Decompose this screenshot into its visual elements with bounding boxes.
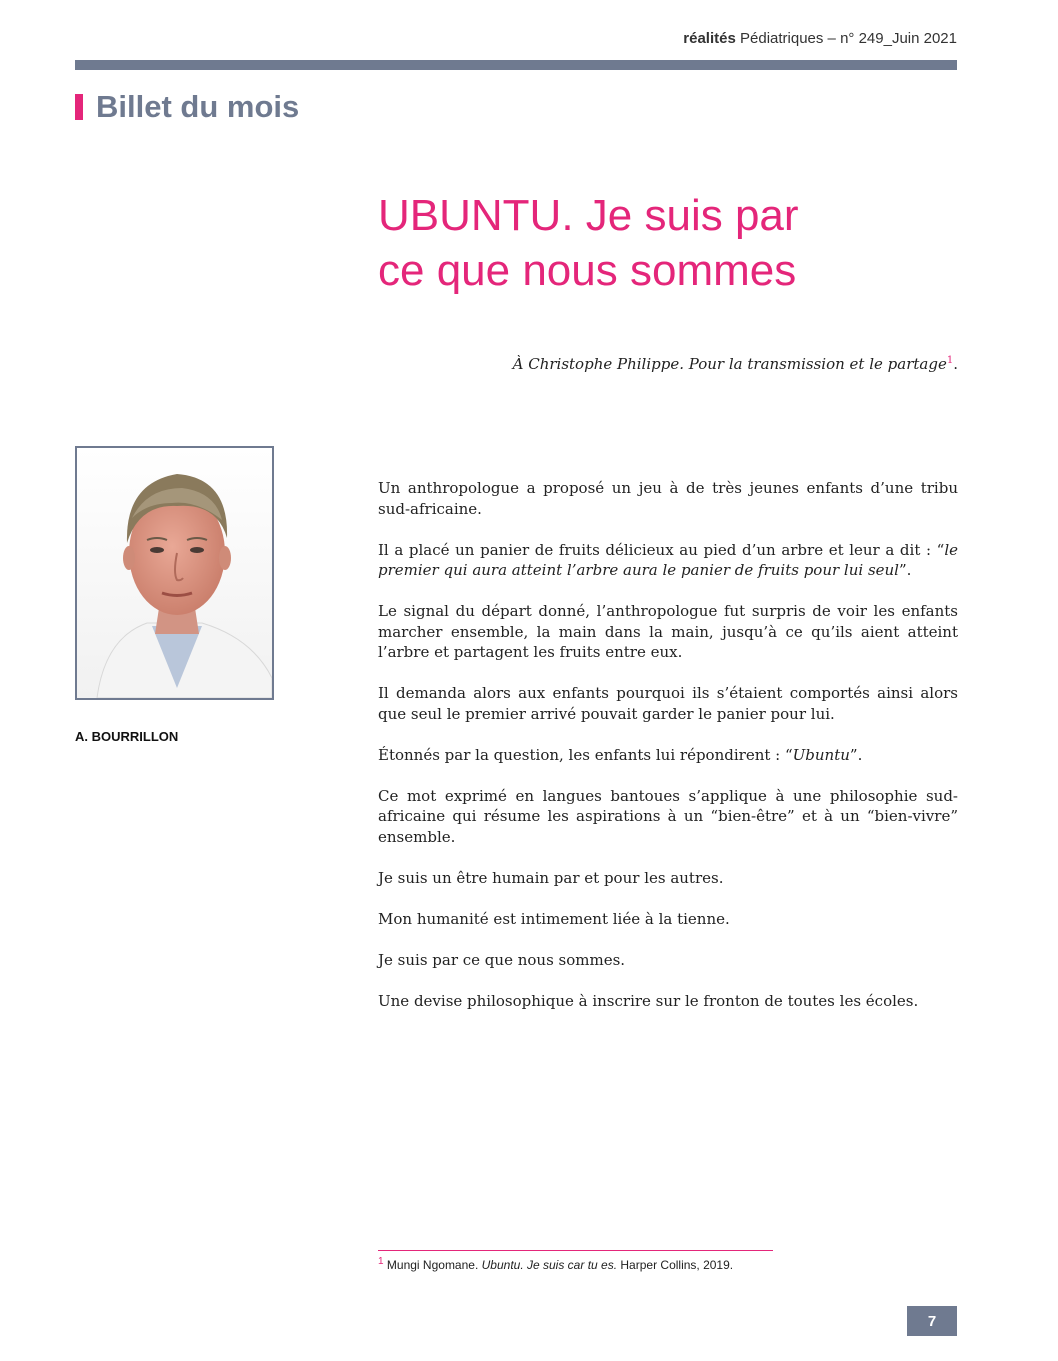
paragraph-6: Ce mot exprimé en langues bantoues s’applique à une philosophie sud-africaine qui résume les aspirations à un “bien-être” et à un “bien-vivre” ensemble.: [378, 786, 958, 846]
footnote-author: Mungi Ngomane.: [386, 1258, 479, 1272]
article-body: [378, 478, 958, 1032]
section-label: Billet du mois: [96, 89, 300, 124]
paragraph-1: Un anthropologue a proposé un jeu à de très jeunes enfants d’une tribu sud-africaine.: [378, 479, 958, 518]
paragraph-7: Je suis un être humain par et pour les autres.: [378, 868, 724, 887]
paragraph-5-end: ”.: [849, 745, 863, 764]
title-line-1: UBUNTU. Je suis par: [378, 191, 799, 240]
journal-issue: Pédiatriques – n° 249_Juin 2021: [740, 30, 957, 47]
paragraph-5-quote: Ubuntu: [792, 745, 850, 764]
footnote-publisher: Harper Collins, 2019.: [620, 1258, 734, 1272]
paragraph-4: Il demanda alors aux enfants pourquoi ils s’étaient comportés ainsi alors que seul le premier arrivé pouvait garder le panier pour lui.: [378, 684, 958, 723]
page-number: 7: [907, 1306, 957, 1336]
paragraph-2-start: Il a placé un panier de fruits délicieux au pied d’un arbre et leur a dit : “: [378, 540, 945, 559]
dedication: [378, 355, 958, 373]
footnote: [378, 1256, 978, 1272]
header-rule: [75, 60, 957, 70]
paragraph-2-quote: le premier qui aura atteint l’arbre aura le panier de fruits pour lui seul: [378, 540, 958, 579]
author-photo: [75, 446, 274, 700]
paragraph-2: [378, 540, 958, 581]
dedication-end: .: [953, 355, 958, 373]
author-name: A. BOURRILLON: [75, 729, 179, 744]
paragraph-8: Mon humanité est intimement liée à la tienne.: [378, 909, 730, 928]
article-title: [378, 188, 958, 298]
portrait-image: [77, 448, 272, 698]
paragraph-5-start: Étonnés par la question, les enfants lui répondirent : “: [378, 745, 793, 764]
paragraph-3: Le signal du départ donné, l’anthropologue fut surpris de voir les enfants marcher ensemble, la main dans la main, jusqu’à ce qu’ils aient atteint l’arbre et partagent les fruits entre eux.: [378, 602, 958, 661]
paragraph-5: [378, 745, 958, 766]
footnote-number: 1: [378, 1256, 384, 1267]
paragraph-2-end: ”.: [898, 561, 912, 579]
dedication-note-ref: 1: [946, 355, 954, 366]
footnote-rule: [378, 1250, 773, 1251]
section-heading: [75, 90, 299, 124]
running-header: [380, 30, 957, 47]
section-marker: [75, 94, 83, 120]
dedication-text: À Christophe Philippe. Pour la transmission et le partage: [512, 355, 947, 373]
paragraph-9: Je suis par ce que nous sommes.: [378, 950, 626, 969]
journal-brand: réalités: [683, 30, 736, 47]
footnote-book: Ubuntu. Je suis car tu es.: [481, 1258, 618, 1272]
paragraph-10: Une devise philosophique à inscrire sur le fronton de toutes les écoles.: [378, 991, 919, 1010]
title-line-2: ce que nous sommes: [378, 246, 797, 295]
